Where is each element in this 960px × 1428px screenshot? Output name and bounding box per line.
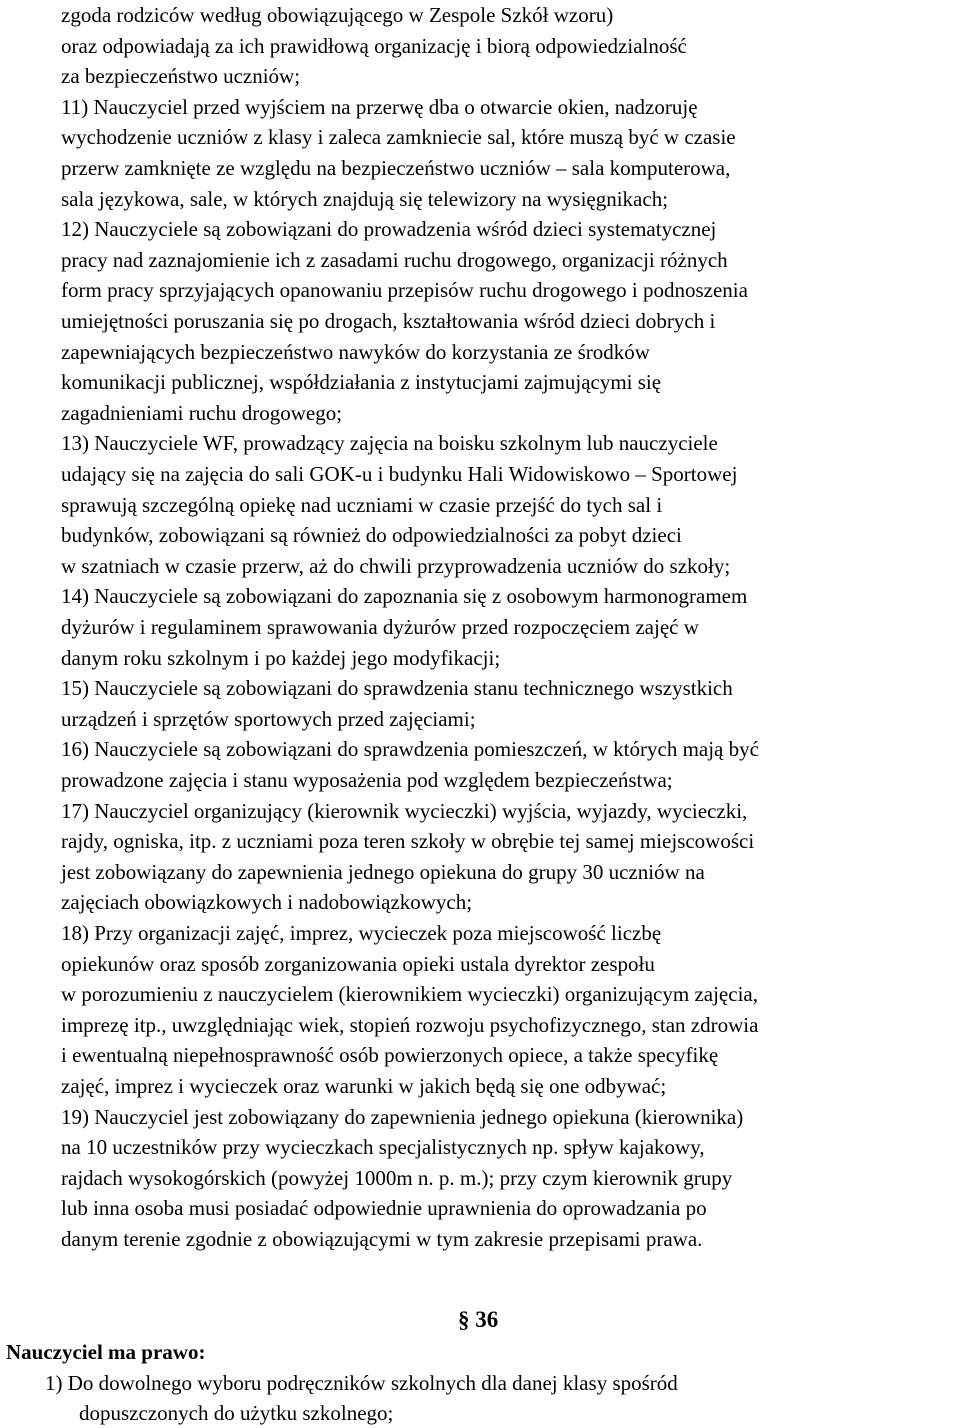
text-line: udający się na zajęcia do sali GOK-u i budynku Hali Widowiskowo – Sportowej (61, 462, 738, 486)
section-sign-heading: § 36 (458, 1307, 499, 1332)
text-line: 19) Nauczyciel jest zobowiązany do zapewnienia jednego opiekuna (kierownika) (61, 1104, 744, 1129)
text-line: 11) Nauczyciel przed wyjściem na przerwę dba o otwarcie okien, nadzoruję (61, 94, 698, 119)
text-line: przerw zamknięte ze względu na bezpieczeństwo uczniów – sala komputerowa, (61, 156, 731, 180)
text-line: danym roku szkolnym i po każdej jego modyfikacji; (61, 645, 501, 670)
text-line: pracy nad zaznajomienie ich z zasadami ruchu drogowego, organizacji różnych (61, 247, 728, 272)
text-line: zagadnieniami ruchu drogowego; (61, 400, 343, 425)
text-line: na 10 uczestników przy wycieczkach specjalistycznych np. spływ kajakowy, (61, 1135, 705, 1160)
text-line: jest zobowiązany do zapewnienia jednego opiekuna do grupy 30 uczniów na (61, 859, 705, 884)
text-line: danym terenie zgodnie z obowiązującymi w tym zakresie przepisami prawa. (61, 1227, 703, 1251)
text-line: prowadzone zajęcia i stanu wyposażenia pod względem bezpieczeństwa; (61, 768, 673, 792)
text-line: rajdy, ogniska, itp. z uczniami poza teren szkoły w obrębie tej samej miejscowości (61, 829, 755, 854)
text-line: form pracy sprzyjających opanowaniu przepisów ruchu drogowego i podnoszenia (61, 278, 748, 303)
text-line: 13) Nauczyciele WF, prowadzący zajęcia na boisku szkolnym lub nauczyciele (61, 431, 718, 456)
text-line: dyżurów i regulaminem sprawowania dyżurów przed rozpoczęciem zajęć w (61, 615, 699, 639)
text-line: 14) Nauczyciele są zobowiązani do zapoznania się z osobowym harmonogramem (61, 584, 748, 609)
text-line: budynków, zobowiązani są również do odpowiedzialności za pobyt dzieci (61, 523, 682, 548)
text-line: 15) Nauczyciele są zobowiązani do sprawdzenia stanu technicznego wszystkich (61, 676, 733, 701)
text-line: komunikacji publicznej, współdziałania z instytucjami zajmującymi się (61, 370, 662, 395)
text-line: oraz odpowiadają za ich prawidłową organizację i biorą odpowiedzialność (61, 33, 687, 58)
list-item-line: 1) Do dowolnego wyboru podręczników szkolnych dla danej klasy spośród (45, 1371, 678, 1395)
text-line: zapewniających bezpieczeństwo nawyków do korzystania ze środków (61, 339, 650, 364)
text-line: urządzeń i sprzętów sportowych przed zajęciami; (61, 706, 476, 731)
text-line: 12) Nauczyciele są zobowiązani do prowadzenia wśród dzieci systematycznej (61, 217, 717, 242)
text-line: lub inna osoba musi posiadać odpowiednie uprawnienia do oprowadzania po (61, 1196, 707, 1221)
text-line: i ewentualną niepełnosprawność osób powierzonych opiece, a także specyfikę (61, 1043, 719, 1068)
text-line: za bezpieczeństwo uczniów; (61, 64, 301, 89)
text-line: zgoda rodziców według obowiązującego w Zespole Szkół wzoru) (61, 3, 614, 27)
text-line: w szatniach w czasie przerw, aż do chwili przyprowadzenia uczniów do szkoły; (61, 553, 731, 578)
text-line: w porozumieniu z nauczycielem (kierownikiem wycieczki) organizującym zajęcia, (61, 982, 758, 1007)
section-title: Nauczyciel ma prawo: (6, 1340, 206, 1364)
text-line: wychodzenie uczniów z klasy i zaleca zamkniecie sal, które muszą być w czasie (61, 125, 736, 150)
text-line: imprezę itp., uwzględniając wiek, stopień rozwoju psychofizycznego, stan zdrowia (61, 1012, 759, 1037)
text-line: rajdach wysokogórskich (powyżej 1000m n. p. m.); przy czym kierownik grupy (61, 1165, 733, 1190)
text-line: umiejętności poruszania się po drogach, kształtowania wśród dzieci dobrych i (61, 309, 716, 333)
text-line: zajęć, imprez i wycieczek oraz warunki w jakich będą się one odbywać; (61, 1074, 667, 1098)
text-line: sprawują szczególną opiekę nad uczniami w czasie przejść do tych sal i (61, 492, 663, 517)
text-line: 16) Nauczyciele są zobowiązani do sprawdzenia pomieszczeń, w których mają być (61, 737, 759, 762)
text-line: 17) Nauczyciel organizujący (kierownik wycieczki) wyjścia, wyjazdy, wycieczki, (61, 798, 748, 823)
text-line: 18) Przy organizacji zajęć, imprez, wycieczek poza miejscowość liczbę (61, 921, 662, 945)
text-line: opiekunów oraz sposób zorganizowania opieki ustala dyrektor zespołu (61, 951, 655, 976)
text-line: sala językowa, sale, w których znajdują się telewizory na wysięgnikach; (61, 186, 669, 211)
text-line: zajęciach obowiązkowych i nadobowiązkowych; (61, 890, 473, 915)
list-item-line: dopuszczonych do użytku szkolnego; (79, 1401, 394, 1425)
